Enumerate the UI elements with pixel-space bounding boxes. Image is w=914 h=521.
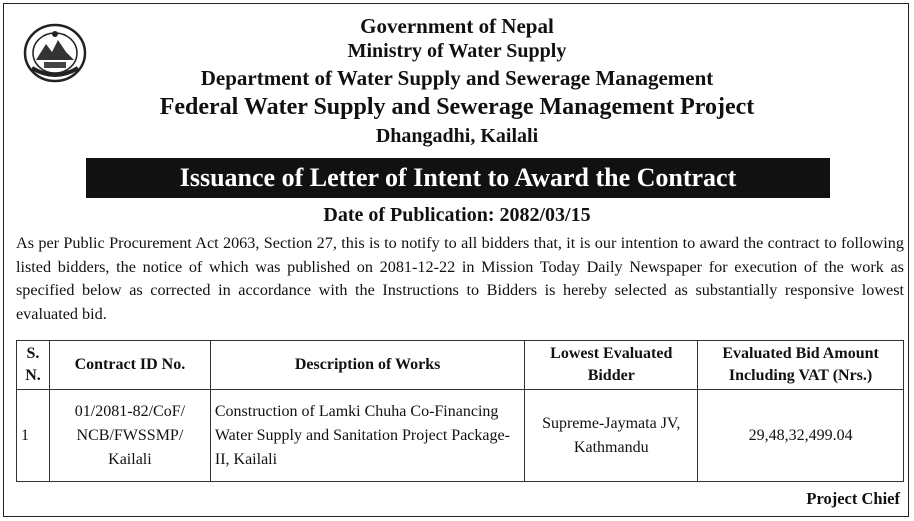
cell-amount: 29,48,32,499.04 — [698, 390, 904, 482]
col-header-description: Description of Works — [210, 341, 525, 390]
cell-contract-id: 01/2081-82/CoF/ NCB/FWSSMP/ Kailali — [49, 390, 210, 482]
notice-body: As per Public Procurement Act 2063, Section 27, this is to notify to all bidders that, it is our intention to award the contract to following listed bidders, the notice of which was published on 2081-12-22 in Mission Today Daily Newspaper for execution of the work as specified below as corrected in accordance with the Instructions to Bidders is hereby selected as substantially responsive lowest evaluated bid. — [16, 234, 904, 323]
notice-title-banner: Issuance of Letter of Intent to Award the Contract — [86, 158, 830, 198]
col-header-bidder: Lowest Evaluated Bidder — [525, 341, 698, 390]
header-ministry: Ministry of Water Supply — [347, 40, 567, 62]
cell-sn: 1 — [17, 390, 50, 482]
header-department: Department of Water Supply and Sewerage Management — [200, 66, 714, 90]
table-row — [17, 390, 904, 482]
publication-date: Date of Publication: 2082/03/15 — [323, 204, 591, 226]
header-government: Government of Nepal — [360, 14, 554, 38]
award-table — [16, 340, 904, 482]
col-header-contract-id: Contract ID No. — [49, 341, 210, 390]
col-header-amount: Evaluated Bid Amount Including VAT (Nrs.) — [698, 341, 904, 390]
header-project: Federal Water Supply and Sewerage Management Project — [159, 94, 755, 120]
cell-bidder: Supreme-Jaymata JV, Kathmandu — [525, 390, 698, 482]
header-location: Dhangadhi, Kailali — [375, 125, 539, 147]
cell-description: Construction of Lamki Chuha Co-Financing Water Supply and Sanitation Project Package-II, Kailali — [210, 390, 525, 482]
signatory-title: Project Chief — [806, 489, 900, 508]
table-header-row — [17, 341, 904, 390]
col-header-sn: S. N. — [17, 341, 50, 390]
